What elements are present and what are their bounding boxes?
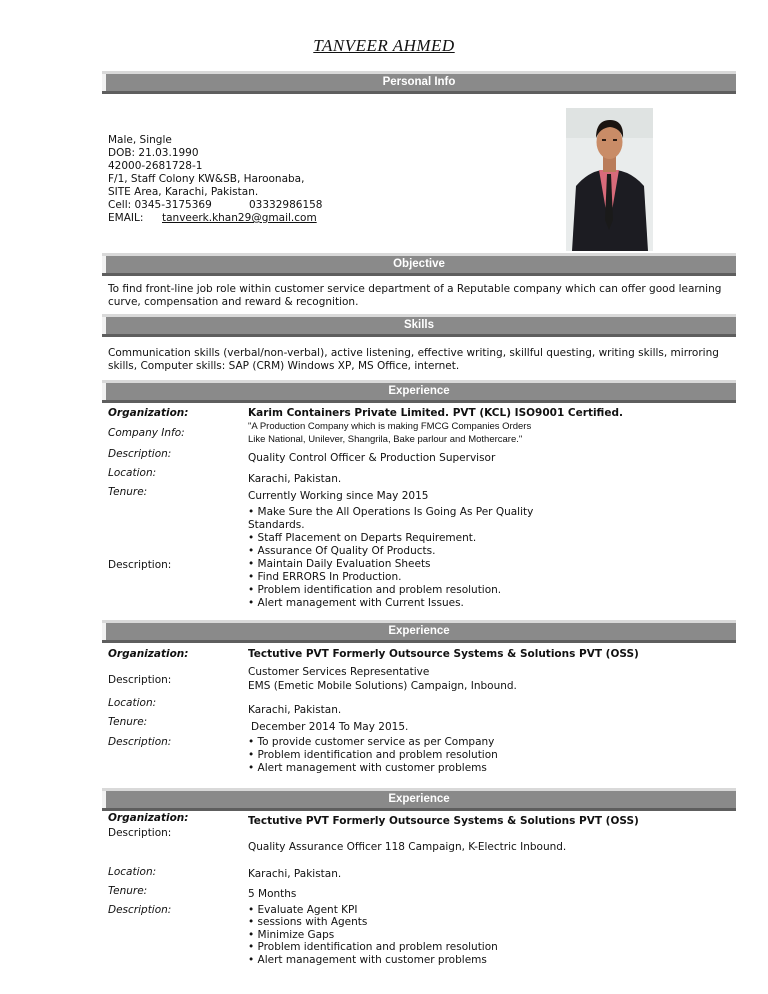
list-item: • To provide customer service as per Company (248, 736, 495, 748)
company-info-label: Company Info: (108, 427, 185, 439)
email-link[interactable] (162, 212, 317, 225)
email-text[interactable]: tanveerk.khan29@gmail.com (162, 212, 317, 224)
location-label-1: Location: (108, 467, 157, 479)
duties-label-3: Description: (108, 904, 172, 916)
objective-text: To find front-line job role within customer service department of a Reputable company which can offer good learning curve, compensation and reward & recognition. (108, 283, 722, 308)
list-item: • Alert management with Current Issues. (248, 597, 464, 609)
profile-photo (566, 108, 653, 251)
location-label-3: Location: (108, 866, 157, 878)
list-item: • Problem identification and problem resolution. (248, 584, 502, 596)
duties-label-1: Description: (108, 559, 172, 571)
company-info-line-1: "A Production Company which is making FMCG Companies Orders (248, 421, 532, 432)
email-label: EMAIL: (108, 212, 144, 224)
list-item: • Staff Placement on Departs Requirement. (248, 532, 477, 544)
list-item: • Alert management with customer problems (248, 762, 487, 774)
description-label-3: Description: (108, 827, 172, 839)
company-info-line-2: Like National, Unilever, Shangrila, Bake parlour and Mothercare." (248, 434, 523, 445)
section-header-experience-3: Experience (102, 788, 736, 811)
list-item: • sessions with Agents (248, 916, 368, 929)
organization-value-2: Tectutive PVT Formerly Outsource Systems & Solutions PVT (OSS) (248, 648, 639, 660)
tenure-value-1: Currently Working since May 2015 (248, 490, 429, 502)
gender-marital: Male, Single (108, 134, 172, 146)
description-label-2: Description: (108, 674, 172, 686)
skills-text: Communication skills (verbal/non-verbal), active listening, effective writing, skillful questing, writing skills, mirroring skills, Computer skills: SAP (CRM) Windows XP, MS Office, internet. (108, 347, 719, 372)
tenure-value-3: 5 Months (248, 888, 297, 900)
list-item: • Alert management with customer problems (248, 953, 487, 966)
location-value-2: Karachi, Pakistan. (248, 704, 342, 716)
address-line-2: SITE Area, Karachi, Pakistan. (108, 186, 259, 198)
organization-label-2: Organization: (108, 648, 189, 660)
role-2-line-2: EMS (Emetic Mobile Solutions) Campaign, Inbound. (248, 680, 517, 692)
address-line-1: F/1, Staff Colony KW&SB, Haroonaba, (108, 173, 305, 185)
tenure-label-2: Tenure: (108, 716, 148, 728)
list-item: • Evaluate Agent KPI (248, 904, 358, 916)
duty-list-2 (248, 736, 498, 775)
role-1: Quality Control Officer & Production Supervisor (248, 452, 496, 464)
organization-label-3: Organization: (108, 812, 189, 824)
section-header-objective: Objective (102, 253, 736, 276)
tenure-value-2: December 2014 To May 2015. (251, 721, 409, 733)
list-item: • Make Sure the All Operations Is Going As Per Quality (248, 506, 534, 518)
dob: DOB: 21.03.1990 (108, 147, 199, 159)
list-item: • Problem identification and problem resolution (248, 749, 498, 761)
list-item: Standards. (248, 519, 305, 531)
section-header-personal-info: Personal Info (102, 71, 736, 94)
cell-number-2: 03332986158 (249, 199, 323, 211)
list-item: • Minimize Gaps (248, 928, 335, 941)
section-header-experience-1: Experience (102, 380, 736, 403)
location-value-1: Karachi, Pakistan. (248, 473, 342, 485)
role-2-line-1: Customer Services Representative (248, 666, 430, 678)
list-item: • Maintain Daily Evaluation Sheets (248, 558, 431, 570)
list-item: • Assurance Of Quality Of Products. (248, 545, 436, 557)
duty-list-3 (248, 904, 498, 966)
resume-name: TANVEER AHMED (313, 36, 455, 55)
tenure-label-3: Tenure: (108, 885, 148, 897)
section-header-experience-2: Experience (102, 620, 736, 643)
list-item: • Find ERRORS In Production. (248, 571, 402, 583)
list-item: • Problem identification and problem resolution (248, 941, 498, 954)
organization-value-1: Karim Containers Private Limited. PVT (KCL) ISO9001 Certified. (248, 407, 623, 419)
organization-value-3: Tectutive PVT Formerly Outsource Systems & Solutions PVT (OSS) (248, 815, 639, 827)
location-label-2: Location: (108, 697, 157, 709)
duties-label-2: Description: (108, 736, 172, 748)
duty-list-1 (248, 506, 533, 610)
cnic: 42000-2681728-1 (108, 160, 203, 172)
cell-number: Cell: 0345-3175369 (108, 199, 212, 211)
role-3: Quality Assurance Officer 118 Campaign, K-Electric Inbound. (248, 841, 567, 853)
organization-label-1: Organization: (108, 407, 189, 419)
section-header-skills: Skills (102, 314, 736, 337)
tenure-label-1: Tenure: (108, 486, 148, 498)
description-label-1: Description: (108, 448, 172, 460)
location-value-3: Karachi, Pakistan. (248, 868, 342, 880)
person-photo-icon (566, 108, 653, 251)
